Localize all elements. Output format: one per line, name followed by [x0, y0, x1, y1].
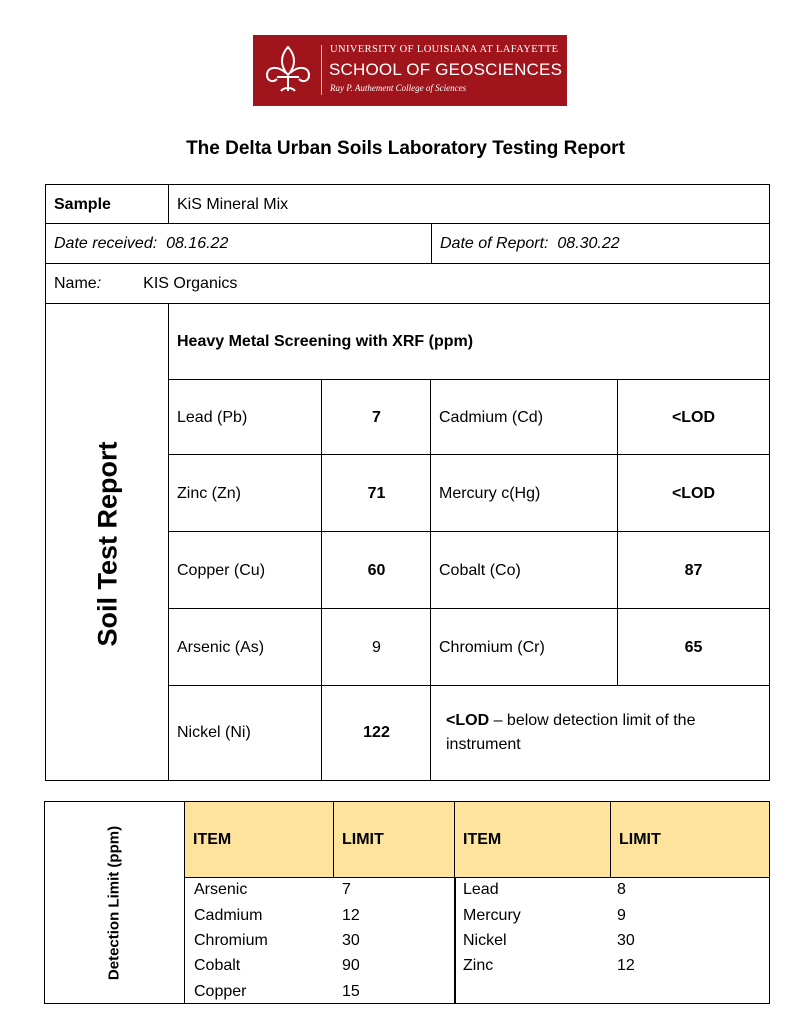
date-of-report — [431, 223, 770, 264]
name-colon: : — [96, 274, 102, 292]
detection-limit-side-text: Detection Limit (ppm) — [105, 825, 123, 981]
detection-limit: 15 — [342, 983, 360, 1000]
detection-item: Cobalt — [194, 957, 241, 974]
metal-value: 122 — [321, 685, 432, 781]
logo-university-name: UNIVERSITY OF LOUISIANA AT LAFAYETTE — [330, 44, 559, 55]
name-row — [45, 263, 770, 304]
detection-limit: 7 — [342, 881, 351, 898]
metal-name: Chromium (Cr) — [430, 608, 619, 687]
metal-value: 60 — [321, 531, 432, 610]
detection-limit: 30 — [342, 932, 360, 949]
lod-note-term: <LOD — [446, 712, 490, 729]
university-logo — [253, 35, 567, 106]
detection-limit: 8 — [617, 881, 626, 898]
detection-item: Arsenic — [194, 881, 248, 898]
metal-name: Zinc (Zn) — [168, 454, 323, 533]
sample-value: KiS Mineral Mix — [168, 184, 770, 225]
date-report-label: Date of Report: — [440, 234, 549, 252]
metal-value: 9 — [321, 608, 432, 687]
detection-item: Lead — [463, 881, 499, 898]
detection-item: Nickel — [463, 932, 507, 949]
soil-test-side-text: Soil Test Report — [92, 441, 123, 647]
logo-college-name: Ray P. Authement College of Sciences — [330, 83, 467, 93]
metal-name: Mercury c(Hg) — [430, 454, 619, 533]
metal-name: Copper (Cu) — [168, 531, 323, 610]
sample-label: Sample — [45, 184, 170, 225]
detection-item: Zinc — [463, 957, 494, 974]
column-divider — [454, 877, 456, 1004]
metal-value: <LOD — [617, 379, 770, 456]
detection-limit: 12 — [617, 957, 635, 974]
detection-limit: 90 — [342, 957, 360, 974]
detection-limit: 12 — [342, 907, 360, 924]
metal-name: Arsenic (As) — [168, 608, 323, 687]
lod-note-text — [446, 709, 749, 757]
detection-item: Mercury — [463, 907, 521, 924]
metal-name: Cadmium (Cd) — [430, 379, 619, 456]
logo-divider — [321, 45, 322, 95]
metal-value: 7 — [321, 379, 432, 456]
name-value: KIS Organics — [143, 274, 238, 292]
lod-note — [430, 685, 770, 781]
detection-limit-side-label — [44, 801, 185, 1004]
detection-limit: 9 — [617, 907, 626, 924]
header-item: ITEM — [184, 801, 335, 878]
metal-name: Cobalt (Co) — [430, 531, 619, 610]
header-limit: LIMIT — [610, 801, 770, 878]
name-label: Name — [54, 274, 97, 292]
detection-item: Cadmium — [194, 907, 263, 924]
header-limit: LIMIT — [333, 801, 456, 878]
soil-test-side-label — [45, 303, 169, 781]
metal-value: <LOD — [617, 454, 770, 533]
detection-item: Copper — [194, 983, 247, 1000]
metal-value: 71 — [321, 454, 432, 533]
date-received — [45, 223, 433, 264]
report-title: The Delta Urban Soils Laboratory Testing Report — [186, 138, 625, 159]
logo-school-name: SCHOOL OF GEOSCIENCES — [329, 60, 563, 79]
detection-limit: 30 — [617, 932, 635, 949]
metal-value: 65 — [617, 608, 770, 687]
lod-note-definition: – below detection limit of the instrument — [446, 712, 696, 753]
fleur-de-lis-icon — [259, 41, 317, 99]
metal-name: Nickel (Ni) — [168, 685, 323, 781]
detection-item: Chromium — [194, 932, 268, 949]
metal-name: Lead (Pb) — [168, 379, 323, 456]
date-report-value: 08.30.22 — [557, 234, 620, 252]
metal-value: 87 — [617, 531, 770, 610]
section-title: Heavy Metal Screening with XRF (ppm) — [168, 303, 770, 381]
date-received-label: Date received: — [54, 234, 158, 252]
date-received-value: 08.16.22 — [166, 234, 229, 252]
header-item: ITEM — [454, 801, 612, 878]
